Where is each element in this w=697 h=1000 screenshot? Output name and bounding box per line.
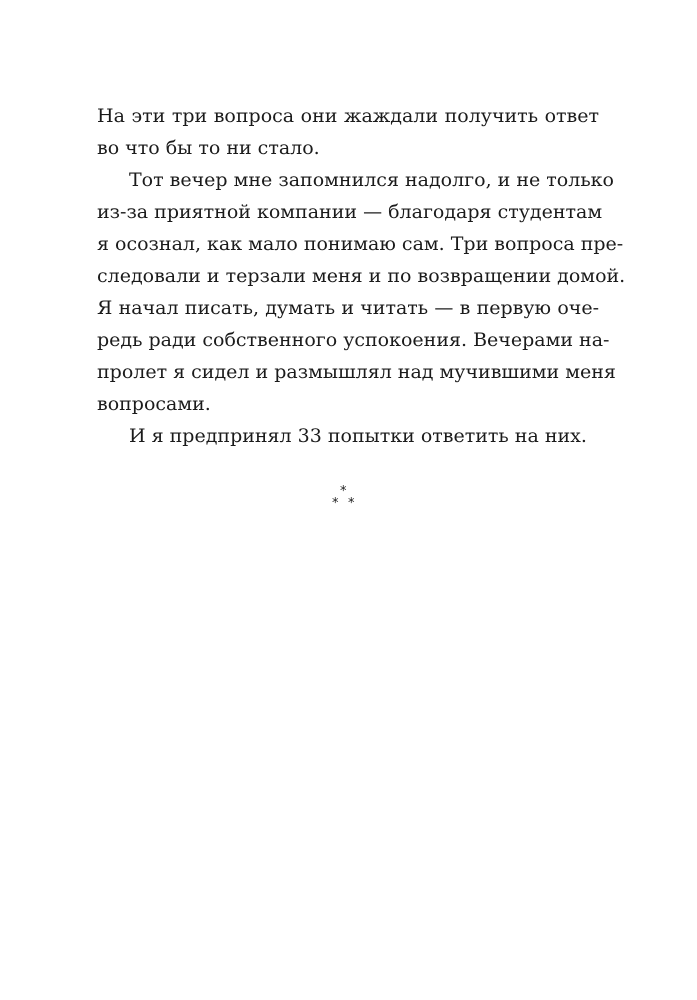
asterism-separator [330,485,362,513]
text-line: редь ради собственного успокоения. Вечерами на- [97,329,610,351]
asterisk-icon: * [340,484,347,499]
asterisk-icon: * [348,496,355,511]
asterisk-icon: * [332,496,339,511]
text-line: вопросами. [97,393,211,415]
text-line: Тот вечер мне запомнился надолго, и не только [129,169,614,191]
text-line: во что бы то ни стало. [97,137,320,159]
text-line: следовали и терзали меня и по возвращении домой. [97,265,626,287]
text-line: И я предпринял 33 попытки ответить на них. [129,425,587,447]
text-line: из-за приятной компании — благодаря студентам [97,201,603,223]
text-line: пролет я сидел и размышлял над мучившими меня [97,361,616,383]
text-line: На эти три вопроса они жаждали получить ответ [97,105,599,127]
body-text [97,100,626,452]
text-line: Я начал писать, думать и читать — в первую оче- [97,297,599,319]
text-line: я осознал, как мало понимаю сам. Три вопроса пре- [97,233,624,255]
